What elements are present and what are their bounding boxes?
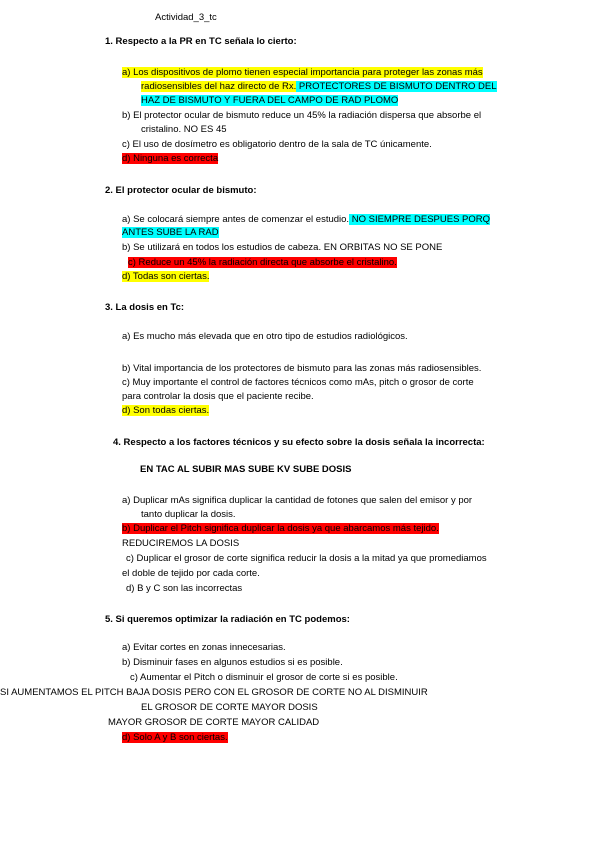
q5-option-c: c) Aumentar el Pitch o disminuir el grosor de corte si es posible.	[130, 672, 398, 683]
question-5-heading: 5. Si queremos optimizar la radiación en TC podemos:	[105, 614, 350, 625]
q4-option-c: c) Duplicar el grosor de corte significa reducir la dosis a la mitad ya que promediamos	[126, 553, 487, 564]
q1-option-a-line3	[141, 94, 398, 107]
q5-note-line3: MAYOR GROSOR DE CORTE MAYOR CALIDAD	[108, 717, 320, 728]
q3-option-d: d) Son todas ciertas.	[122, 405, 210, 416]
q2-option-a-line1	[122, 213, 490, 226]
q3-option-d-line	[122, 404, 209, 417]
document-title: Actividad_3_tc	[155, 12, 217, 23]
question-1-heading: 1. Respecto a la PR en TC señala lo cierto:	[105, 36, 297, 47]
q2-option-a-annotation-cont: ANTES SUBE LA RAD	[122, 227, 219, 238]
q3-option-a: a) Es mucho más elevada que en otro tipo de estudios radiológicos.	[122, 331, 408, 342]
q4-option-a-cont: tanto duplicar la dosis.	[141, 509, 236, 520]
q2-option-c: c) Reduce un 45% la radiación directa que absorbe el cristalino.	[128, 257, 397, 268]
q4-option-d: d) B y C son las incorrectas	[126, 583, 243, 594]
q5-option-b: b) Disminuir fases en algunos estudios si es posible.	[122, 657, 343, 668]
q3-option-b: b) Vital importancia de los protectores de bismuto para las zonas más radiosensibles.	[122, 363, 482, 374]
q2-option-a: a) Se colocará siempre antes de comenzar el estudio.	[122, 214, 350, 225]
q2-option-d: d) Todas son ciertas.	[122, 271, 210, 282]
q5-option-d: d) Solo A y B son ciertas.	[122, 732, 228, 743]
q4-option-c-cont: el doble de tejido por cada corte.	[122, 568, 260, 579]
q1-option-a-line2	[141, 80, 497, 93]
question-3-heading: 3. La dosis en Tc:	[105, 302, 185, 313]
q4-option-b-annotation: REDUCIREMOS LA DOSIS	[122, 538, 240, 549]
q1-option-a-line1	[122, 66, 483, 79]
q1-option-a-annotation: PROTECTORES DE BISMUTO DENTRO DEL	[296, 81, 497, 92]
q1-option-a-annotation-cont: HAZ DE BISMUTO Y FUERA DEL CAMPO DE RAD PLOMO	[141, 95, 399, 106]
question-2-heading: 2. El protector ocular de bismuto:	[105, 185, 257, 196]
question-4-heading: 4. Respecto a los factores técnicos y su efecto sobre la dosis señala la incorrecta:	[113, 437, 485, 448]
q3-option-c-cont: para controlar la dosis que el paciente recibe.	[122, 391, 314, 402]
q1-option-b-cont: cristalino. NO ES 45	[141, 124, 227, 135]
q3-option-c: c) Muy importante el control de factores técnicos como mAs, pitch o grosor de corte	[122, 377, 474, 388]
q5-note-line2: EL GROSOR DE CORTE MAYOR DOSIS	[141, 702, 318, 713]
q1-option-a-text: a) Los dispositivos de plomo tienen especial importancia para proteger las zonas más	[122, 67, 483, 78]
q5-option-a: a) Evitar cortes en zonas innecesarias.	[122, 642, 286, 653]
q4-note: EN TAC AL SUBIR MAS SUBE KV SUBE DOSIS	[140, 464, 352, 475]
q1-option-a-text-cont: radiosensibles del haz directo de Rx.	[141, 81, 297, 92]
q1-option-d-line	[122, 152, 218, 165]
q2-option-a-line2	[122, 226, 219, 239]
q4-option-a: a) Duplicar mAs significa duplicar la cantidad de fotones que salen del emisor y por	[122, 495, 473, 506]
q2-option-a-annotation: NO SIEMPRE DESPUES PORQ	[349, 214, 491, 225]
q5-option-d-line	[122, 731, 228, 744]
q2-option-c-line	[128, 256, 397, 269]
q4-option-b-line	[122, 522, 439, 535]
q2-option-d-line	[122, 270, 209, 283]
q1-option-c: c) El uso de dosímetro es obligatorio dentro de la sala de TC únicamente.	[122, 139, 432, 150]
q1-option-b: b) El protector ocular de bismuto reduce un 45% la radiación dispersa que absorbe el	[122, 110, 482, 121]
q4-option-b: b) Duplicar el Pitch significa duplicar la dosis ya que abarcamos más tejido.	[122, 523, 439, 534]
q2-option-b: b) Se utilizará en todos los estudios de cabeza. EN ORBITAS NO SE PONE	[122, 242, 443, 253]
q5-note-line1: SI AUMENTAMOS EL PITCH BAJA DOSIS PERO CON EL GROSOR DE CORTE NO AL DISMINUIR	[0, 687, 428, 698]
q1-option-d: d) Ninguna es correcta	[122, 153, 219, 164]
